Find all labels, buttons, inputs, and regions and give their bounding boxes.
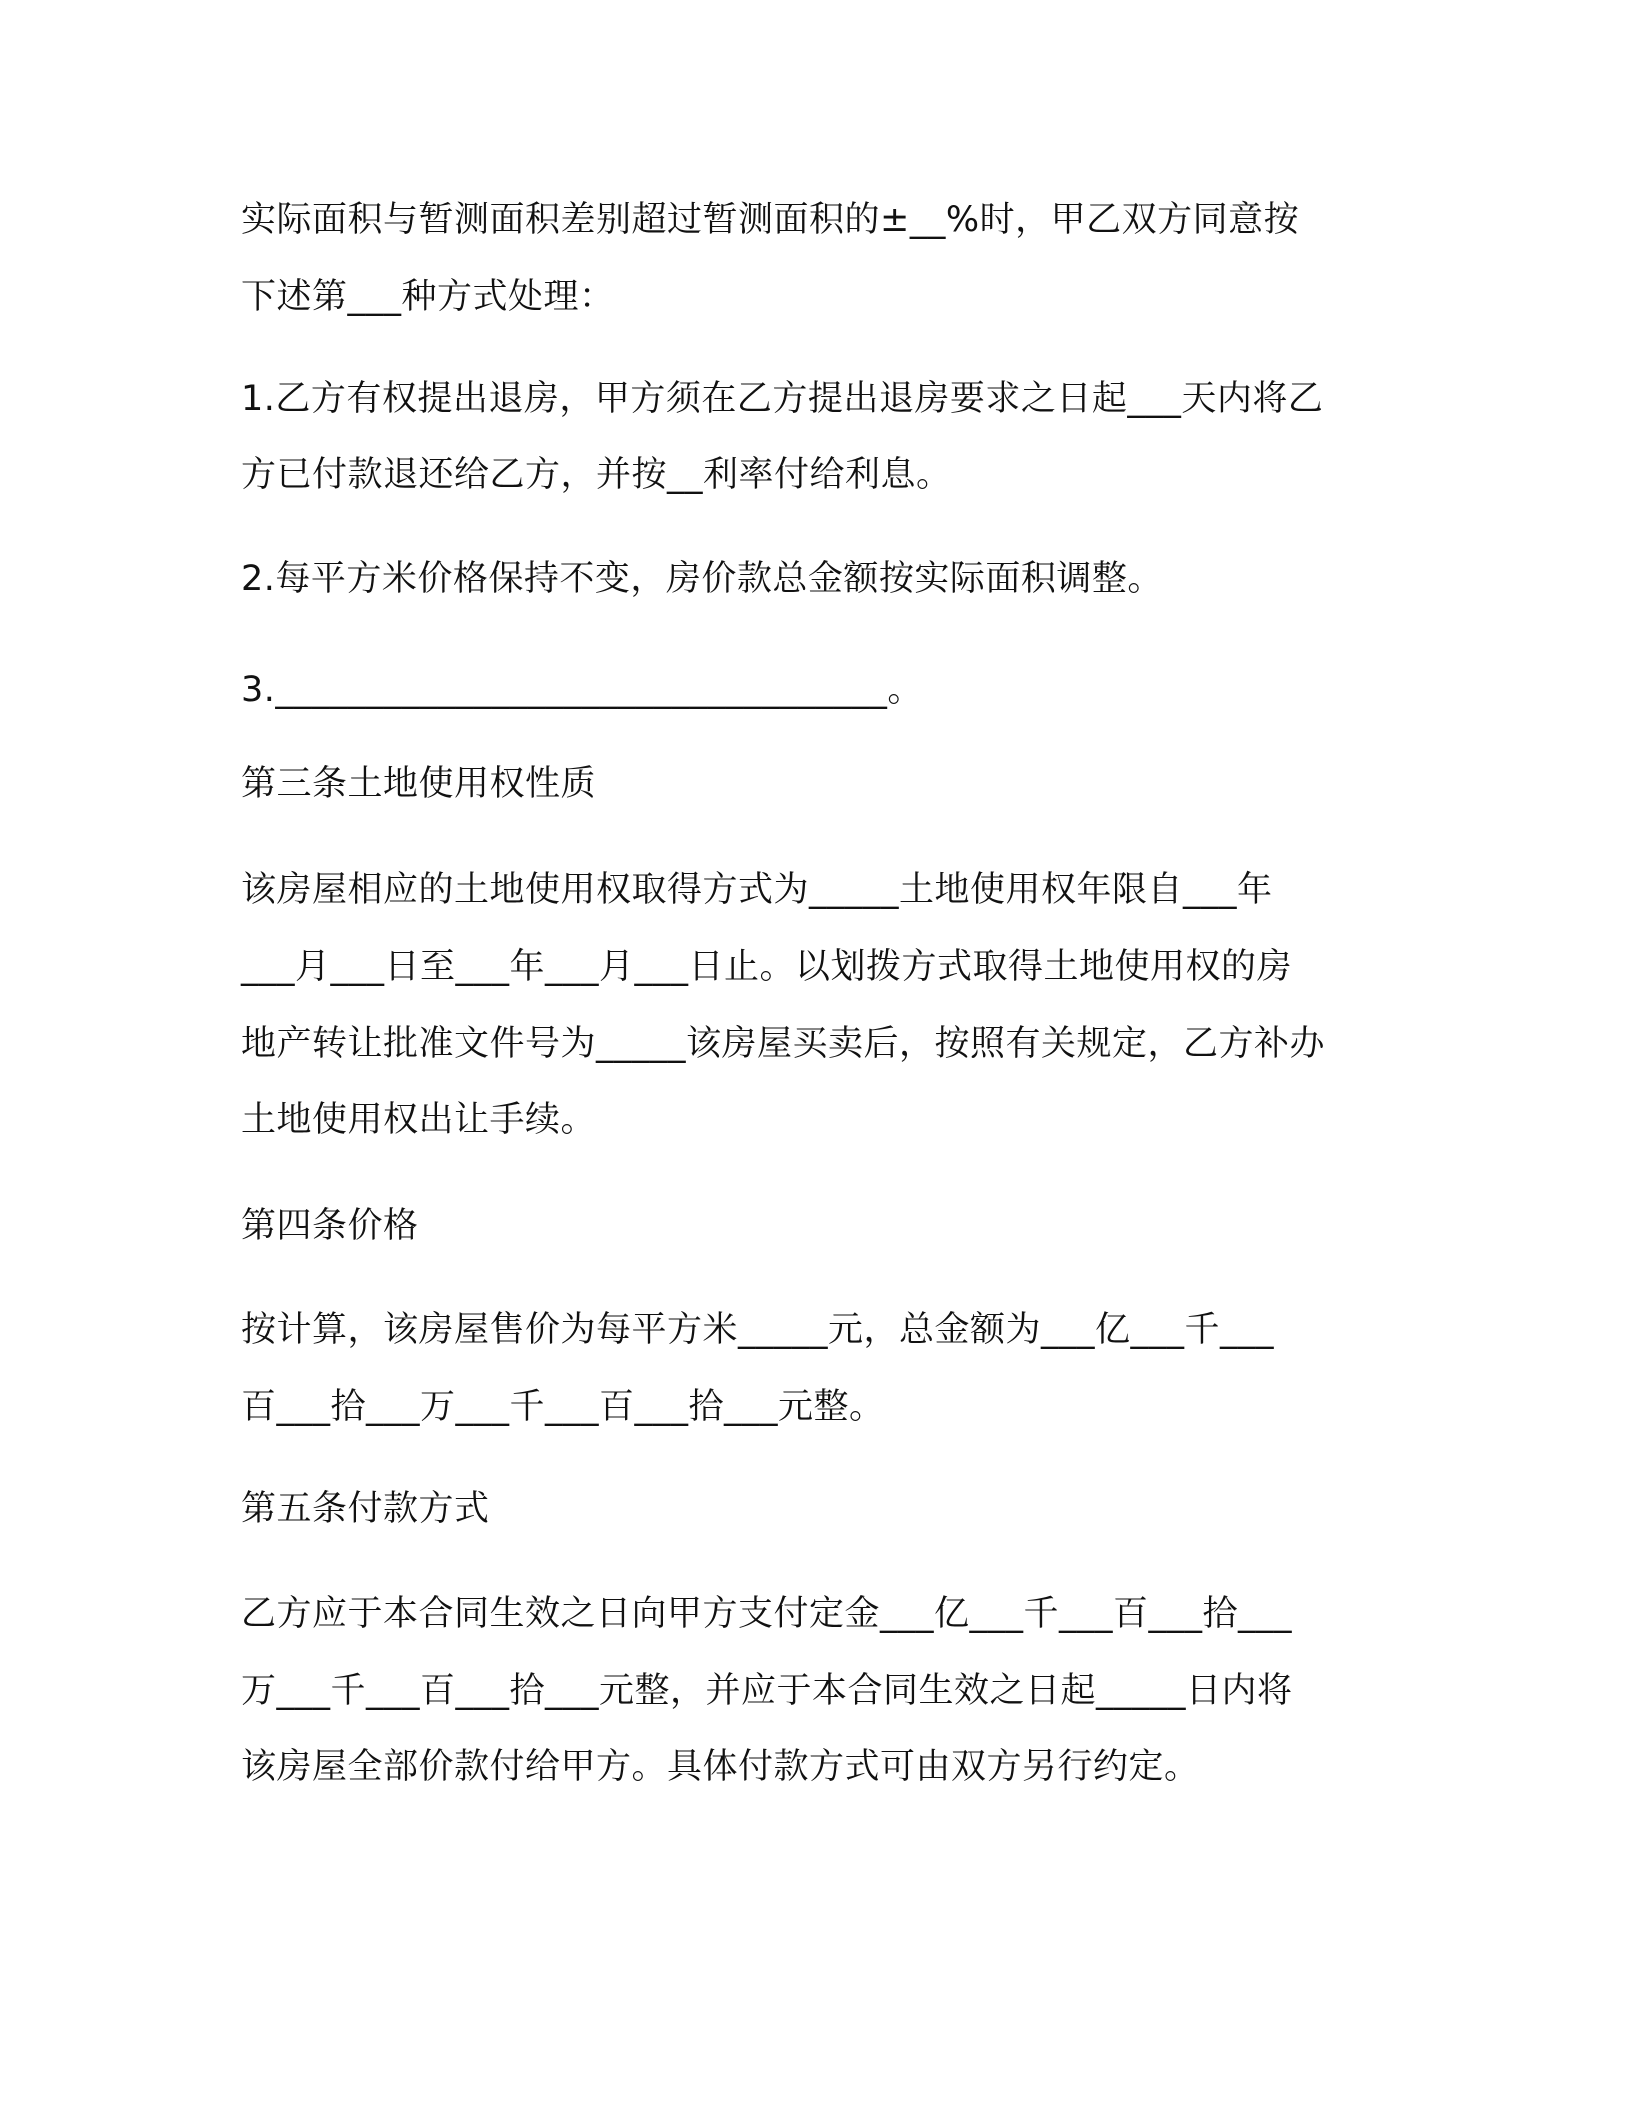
- price-line-2: 百___拾___万___千___百___拾___元整。: [241, 1387, 885, 1427]
- land-use-line-3: 地产转让批准文件号为_____该房屋买卖后，按照有关规定，乙方补办: [241, 1024, 1326, 1064]
- area-difference-clause-line-2: 下述第___种方式处理：: [241, 277, 615, 317]
- article-3-heading: 第三条土地使用权性质: [241, 764, 597, 804]
- payment-line-3: 该房屋全部价款付给甲方。具体付款方式可由双方另行约定。: [241, 1747, 1200, 1787]
- option-1-line-2: 方已付款退还给乙方，并按__利率付给利息。: [241, 455, 952, 495]
- payment-line-1: 乙方应于本合同生效之日向甲方支付定金___亿___千___百___拾___: [241, 1594, 1293, 1634]
- payment-line-2: 万___千___百___拾___元整，并应于本合同生效之日起_____日内将: [241, 1671, 1293, 1711]
- option-2-line: 2.每平方米价格保持不变，房价款总金额按实际面积调整。: [241, 559, 1163, 599]
- area-difference-clause-line-1: 实际面积与暂测面积差别超过暂测面积的±__%时，甲乙双方同意按: [241, 200, 1300, 240]
- option-3-line: 3.__________________________________。: [241, 670, 923, 710]
- article-4-heading: 第四条价格: [241, 1206, 419, 1246]
- option-1-line-1: 1.乙方有权提出退房，甲方须在乙方提出退房要求之日起___天内将乙: [241, 379, 1324, 419]
- land-use-line-1: 该房屋相应的土地使用权取得方式为_____土地使用权年限自___年: [241, 870, 1273, 910]
- land-use-line-4: 土地使用权出让手续。: [241, 1100, 597, 1140]
- land-use-line-2: ___月___日至___年___月___日止。以划拨方式取得土地使用权的房: [241, 947, 1293, 987]
- price-line-1: 按计算，该房屋售价为每平方米_____元，总金额为___亿___千___: [241, 1310, 1275, 1350]
- article-5-heading: 第五条付款方式: [241, 1489, 490, 1529]
